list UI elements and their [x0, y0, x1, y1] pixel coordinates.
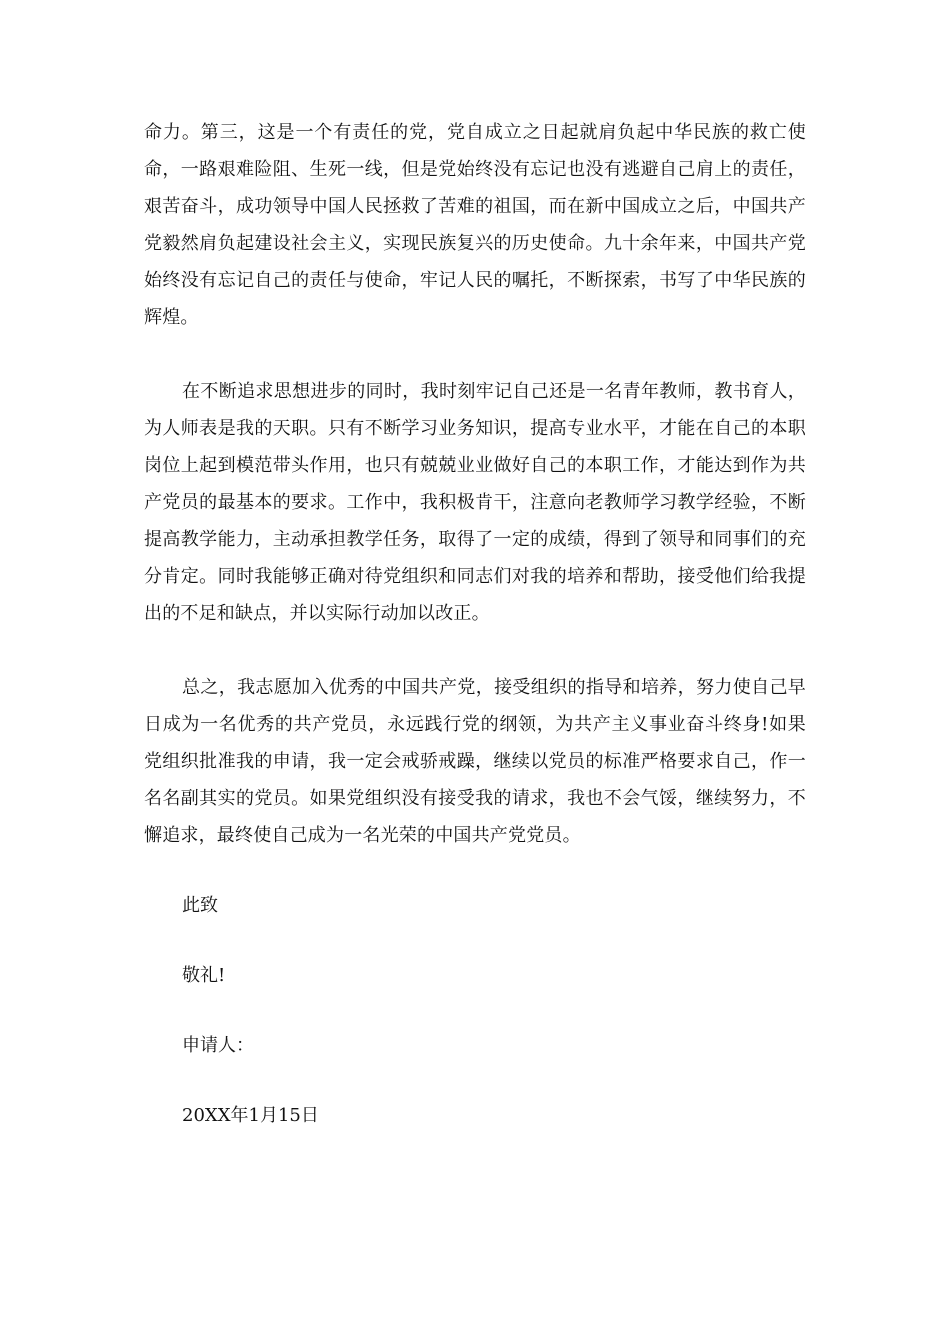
document-body: [144, 114, 806, 1134]
applicant-label: 申请人：: [182, 1035, 254, 1056]
paragraph-teacher-duty: 在不断追求思想进步的同时，我时刻牢记自己还是一名青年教师，教书育人，为人师表是我的天职。只有不断学习业务知识，提高专业水平，才能在自己的本职岗位上起到模范带头作用，也只有兢兢业业做好自己的本职工作，才能达到作为共产党员的最基本的要求。工作中，我积极肯干，注意向老教师学习教学经验，不断提高教学能力，主动承担教学任务，取得了一定的成绩，得到了领导和同事们的充分肯定。同时我能够正确对待党组织和同志们对我的培养和帮助，接受他们给我提出的不足和缺点，并以实际行动加以改正。: [144, 381, 806, 624]
letter-date: 20XX年1月15日: [182, 1105, 319, 1126]
paragraph-conclusion: 总之，我志愿加入优秀的中国共产党，接受组织的指导和培养，努力使自己早日成为一名优秀的共产党员，永远践行党的纲领，为共产主义事业奋斗终身!如果党组织批准我的申请，我一定会戒骄戒躁，继续以党员的标准严格要求自己，作一名名副其实的党员。如果党组织没有接受我的请求，我也不会气馁，继续努力，不懈追求，最终使自己成为一名光荣的中国共产党党员。: [144, 677, 806, 846]
paragraph-continuation: 命力。第三，这是一个有责任的党，党自成立之日起就肩负起中华民族的救亡使命，一路艰难险阻、生死一线，但是党始终没有忘记也没有逃避自己肩上的责任，艰苦奋斗，成功领导中国人民拯救了苦难的祖国，而在新中国成立之后，中国共产党毅然肩负起建设社会主义，实现民族复兴的历史使命。九十余年来，中国共产党始终没有忘记自己的责任与使命，牢记人民的嘱托，不断探索，书写了中华民族的辉煌。: [144, 122, 806, 328]
closing-regards: 敬礼!: [182, 965, 226, 986]
closing-salutation: 此致: [182, 895, 218, 916]
